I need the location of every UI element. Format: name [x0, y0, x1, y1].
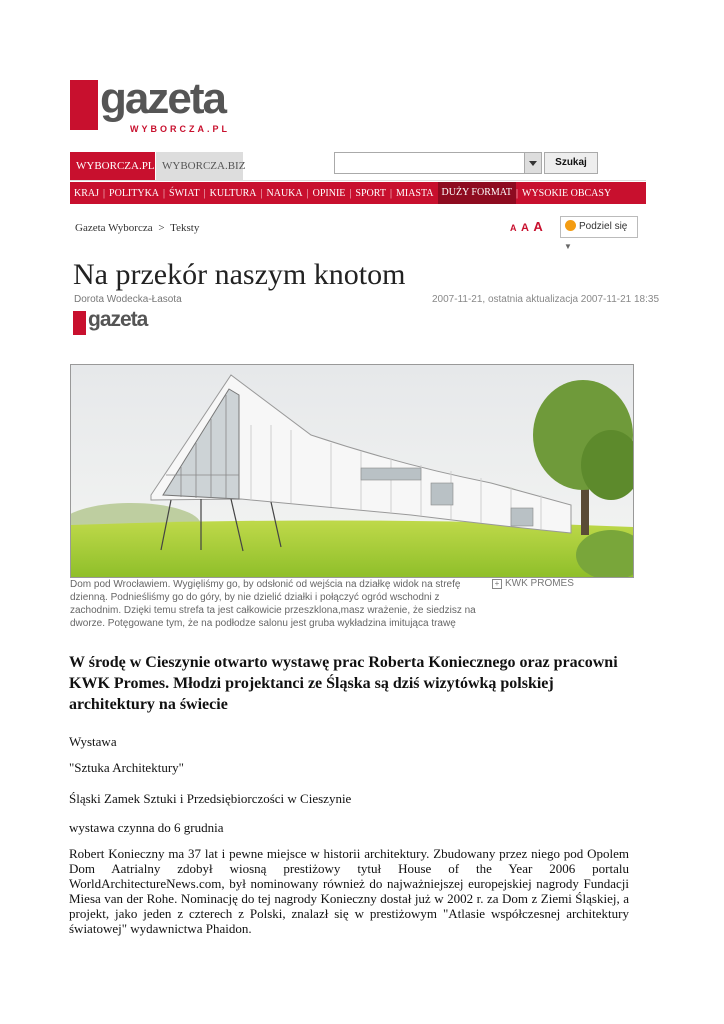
- chevron-down-icon: ▼: [564, 242, 572, 251]
- paragraph-body: Robert Konieczny ma 37 lat i pewne miejsce w historii architektury. Zbudowany przez niego pod Opolem Dom Aatrialny zdobył wiosną prestiżowy tytuł House of the Year 2006 portalu WorldArchitectureNews.com, był nominowany również do najważniejszej europejskiej nagrody Fundacji Miesa van der Rohe. Nominację do tej nagrody Konieczny dostał już w 2002 r. za Dom z Ziemi Śląskiej, a projekt, jako jeden z czterech z Polski, znalazł się w prestiżowym "Atlasie współczesnej architektury światowej" wydawnictwa Phaidon.: [69, 846, 629, 936]
- small-logo-red-block: [73, 311, 86, 335]
- nav-item-sport[interactable]: SPORT: [355, 187, 386, 199]
- photo-credit-label: KWK PROMES: [505, 578, 574, 589]
- share-icon: [565, 220, 576, 231]
- small-logo-word: gazeta: [88, 308, 148, 331]
- nav-item-swiat[interactable]: ŚWIAT: [169, 187, 200, 199]
- font-size-controls: [510, 218, 543, 236]
- font-size-large-button[interactable]: A: [533, 219, 543, 234]
- paragraph-dates: wystawa czynna do 6 grudnia: [69, 820, 224, 835]
- article-lead: W środę w Cieszynie otwarto wystawę prac Roberta Koniecznego oraz pracowni KWK Promes. Młodzi projektanci ze Śląska są dziś wizytówką polskiej architektury na świecie: [69, 654, 618, 713]
- paragraph-exhibition: Wystawa: [69, 734, 117, 749]
- nav-item-opinie[interactable]: OPINIE: [312, 187, 346, 199]
- article-author: Dorota Wodecka-Łasota: [74, 294, 182, 305]
- main-nav: KRAJ | POLITYKA | ŚWIAT | KULTURA | NAUKA | OPINIE | SPORT | MIASTA DUŻY FORMAT | WYSOKIE OBCASY: [70, 182, 646, 204]
- share-button[interactable]: [560, 216, 638, 251]
- search-button[interactable]: Szukaj: [544, 152, 598, 174]
- house-illustration: [71, 365, 633, 577]
- breadcrumb-arrow-icon: >: [158, 222, 165, 234]
- breadcrumb-gazeta-wyborcza[interactable]: Gazeta Wyborcza: [75, 222, 153, 234]
- font-size-small-button[interactable]: A: [510, 223, 517, 233]
- gazeta-small-logo: [73, 309, 153, 337]
- article-date: 2007-11-21, ostatnia aktualizacja 2007-11-21 18:35: [432, 294, 660, 305]
- chevron-down-icon[interactable]: [524, 153, 541, 173]
- nav-item-kraj[interactable]: KRAJ: [74, 187, 100, 199]
- nav-item-nauka[interactable]: NAUKA: [266, 187, 303, 199]
- nav-item-polityka[interactable]: POLITYKA: [109, 187, 160, 199]
- nav-item-kultura[interactable]: KULTURA: [209, 187, 257, 199]
- tab-wyborcza[interactable]: WYBORCZA.PL: [70, 152, 155, 180]
- font-size-medium-button[interactable]: A: [520, 222, 529, 234]
- top-bar: [70, 150, 646, 181]
- nav-item-duzy-format[interactable]: DUŻY FORMAT: [438, 182, 516, 204]
- share-label: Podziel się: [579, 221, 628, 232]
- photo-caption: Dom pod Wrocławiem. Wygięliśmy go, by odsłonić od wejścia na działkę widok na strefę dzienną. Podnieśliśmy go do góry, by nie dzielić działki i połączyć ogród wschodni z zachodnim. Dzięki temu strefa ta jest całkowicie przeszklona,masz wrażenie, że siedzisz na dworze. Potęgowane tym, że na podłodze salonu jest gruba wykładzina imitująca trawę: [70, 579, 476, 629]
- breadcrumb-teksty[interactable]: Teksty: [170, 222, 200, 234]
- plus-icon: +: [492, 579, 502, 589]
- logo-word: gazeta: [100, 74, 225, 123]
- tab-wyborcza-biz[interactable]: WYBORCZA.BIZ: [156, 152, 243, 180]
- paragraph-venue: Śląski Zamek Sztuki i Przedsiębiorczości w Cieszynie: [69, 791, 352, 806]
- breadcrumb: [75, 222, 199, 234]
- search-input[interactable]: [334, 152, 542, 174]
- gazeta-logo[interactable]: [70, 74, 230, 136]
- logo-subtitle: WYBORCZA.PL: [130, 124, 230, 134]
- photo-credit[interactable]: [492, 578, 574, 589]
- paragraph-exhibition-title: "Sztuka Architektury": [69, 760, 184, 775]
- logo-red-block: [70, 80, 98, 130]
- nav-item-miasta[interactable]: MIASTA: [395, 187, 434, 199]
- nav-item-wysokie-obcasy[interactable]: WYSOKIE OBCASY: [522, 187, 612, 199]
- article-photo[interactable]: [70, 364, 634, 578]
- page-title: Na przekór naszym knotom: [73, 258, 406, 291]
